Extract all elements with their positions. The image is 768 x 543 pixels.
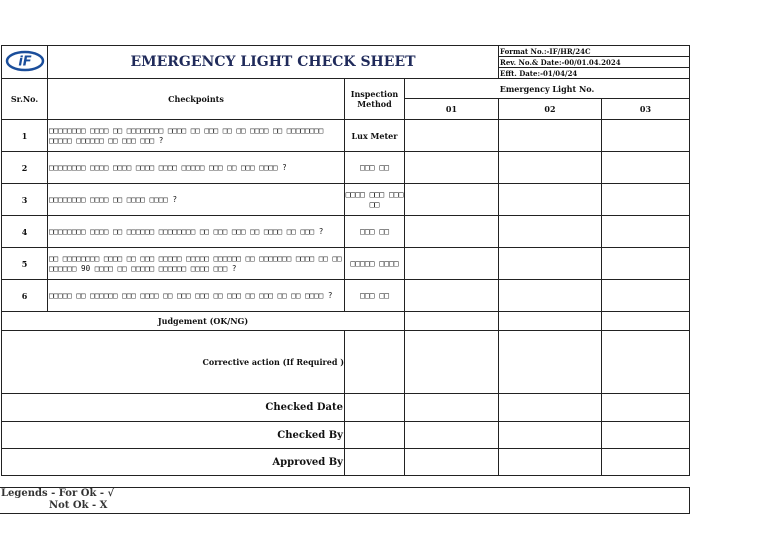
legend-right-border: [689, 487, 690, 513]
light-02-cell[interactable]: [499, 216, 602, 248]
checked-date-light-02[interactable]: [499, 394, 602, 422]
light-03-cell[interactable]: [602, 184, 690, 216]
inspection-method-header: Inspection Method: [345, 79, 405, 120]
row-sr: 2: [2, 152, 48, 184]
row-method: □□□□ □□□ □□□ □□: [345, 184, 405, 216]
light-03-cell[interactable]: [602, 216, 690, 248]
legend-bottom-border: [0, 513, 690, 514]
checked-date-cell[interactable]: [345, 394, 405, 422]
checked-date-label: Checked Date: [2, 394, 345, 422]
row-sr: 1: [2, 120, 48, 152]
checked-date-light-01[interactable]: [405, 394, 499, 422]
light-03-header: 03: [602, 99, 690, 120]
sheet-title: EMERGENCY LIGHT CHECK SHEET: [48, 46, 499, 79]
table-row: [2, 248, 690, 280]
judgement-label: Judgement (OK/NG): [2, 312, 405, 331]
approved-by-light-02[interactable]: [499, 449, 602, 476]
row-sr: 4: [2, 216, 48, 248]
light-01-header: 01: [405, 99, 499, 120]
row-checkpoint: □□□□□□□□ □□□□ □□ □□□□□□ □□□□□□□□ □□ □□□ □□□ □□ □□□□ □□ □□□ ?: [48, 216, 345, 248]
svg-text:iF: iF: [17, 54, 32, 70]
row-method: □□□ □□: [345, 152, 405, 184]
table-row: [2, 152, 690, 184]
corrective-action-label: Corrective action (If Required ): [2, 331, 345, 394]
checkpoints-header: Checkpoints: [48, 79, 345, 120]
emergency-light-no-header: Emergency Light No.: [405, 79, 690, 99]
light-03-cell[interactable]: [602, 120, 690, 152]
sr-no-header: Sr.No.: [2, 79, 48, 120]
light-02-header: 02: [499, 99, 602, 120]
light-01-cell[interactable]: [405, 152, 499, 184]
approved-by-label: Approved By: [2, 449, 345, 476]
company-logo: [2, 46, 48, 79]
corrective-action-light-02[interactable]: [499, 331, 602, 394]
corrective-action-method-cell[interactable]: [345, 331, 405, 394]
legend-ok: Legends - For Ok - √: [1, 488, 115, 499]
light-01-cell[interactable]: [405, 280, 499, 312]
row-checkpoint: □□□□□□□□ □□□□ □□□□ □□□□ □□□□ □□□□□ □□□ □□ □□□ □□□□ ?: [48, 152, 345, 184]
light-01-cell[interactable]: [405, 120, 499, 152]
light-02-cell[interactable]: [499, 280, 602, 312]
judgement-light-03[interactable]: [602, 312, 690, 331]
row-method: □□□□□ □□□□: [345, 248, 405, 280]
row-sr: 3: [2, 184, 48, 216]
approved-by-cell[interactable]: [345, 449, 405, 476]
row-method: Lux Meter: [345, 120, 405, 152]
check-sheet: [1, 45, 690, 476]
row-checkpoint: □□ □□□□□□□□ □□□□ □□ □□□ □□□□□ □□□□□ □□□□□□ □□ □□□□□□□ □□□□ □□ □□ □□□□□□ 90 □□□□ □□ □□□□□ □□□□□□ □□□□ □□□ ?: [48, 248, 345, 280]
legend-not-ok: Not Ok - X: [49, 500, 108, 511]
corrective-action-light-03[interactable]: [602, 331, 690, 394]
table-row: [2, 184, 690, 216]
table-row: [2, 280, 690, 312]
approved-by-light-03[interactable]: [602, 449, 690, 476]
table-row: [2, 120, 690, 152]
light-02-cell[interactable]: [499, 152, 602, 184]
light-03-cell[interactable]: [602, 152, 690, 184]
row-sr: 5: [2, 248, 48, 280]
legend: [1, 488, 114, 512]
light-01-cell[interactable]: [405, 184, 499, 216]
light-03-cell[interactable]: [602, 248, 690, 280]
light-02-cell[interactable]: [499, 120, 602, 152]
light-01-cell[interactable]: [405, 248, 499, 280]
checked-date-light-03[interactable]: [602, 394, 690, 422]
checked-by-cell[interactable]: [345, 422, 405, 449]
checked-by-light-03[interactable]: [602, 422, 690, 449]
row-sr: 6: [2, 280, 48, 312]
corrective-action-light-01[interactable]: [405, 331, 499, 394]
row-method: □□□ □□: [345, 280, 405, 312]
light-02-cell[interactable]: [499, 184, 602, 216]
effective-date: Efft. Date:-01/04/24: [499, 68, 690, 79]
light-01-cell[interactable]: [405, 216, 499, 248]
checked-by-light-02[interactable]: [499, 422, 602, 449]
company-logo-icon: [5, 50, 45, 72]
approved-by-light-01[interactable]: [405, 449, 499, 476]
judgement-light-02[interactable]: [499, 312, 602, 331]
checked-by-label: Checked By: [2, 422, 345, 449]
judgement-light-01[interactable]: [405, 312, 499, 331]
row-checkpoint: □□□□□ □□ □□□□□□ □□□ □□□□ □□ □□□ □□□ □□ □□□ □□ □□□ □□ □□ □□□□ ?: [48, 280, 345, 312]
light-03-cell[interactable]: [602, 280, 690, 312]
row-checkpoint: □□□□□□□□ □□□□ □□ □□□□□□□□ □□□□ □□ □□□ □□ □□ □□□□ □□ □□□□□□□□ □□□□□ □□□□□□ □□ □□□ □□□ ?: [48, 120, 345, 152]
table-row: [2, 216, 690, 248]
row-checkpoint: □□□□□□□□ □□□□ □□ □□□□ □□□□ ?: [48, 184, 345, 216]
format-no: Format No.:-IF/HR/24C: [499, 46, 690, 57]
checked-by-light-01[interactable]: [405, 422, 499, 449]
row-method: □□□ □□: [345, 216, 405, 248]
check-sheet-table: [1, 45, 690, 476]
light-02-cell[interactable]: [499, 248, 602, 280]
revision-no: Rev. No.& Date:-00/01.04.2024: [499, 57, 690, 68]
